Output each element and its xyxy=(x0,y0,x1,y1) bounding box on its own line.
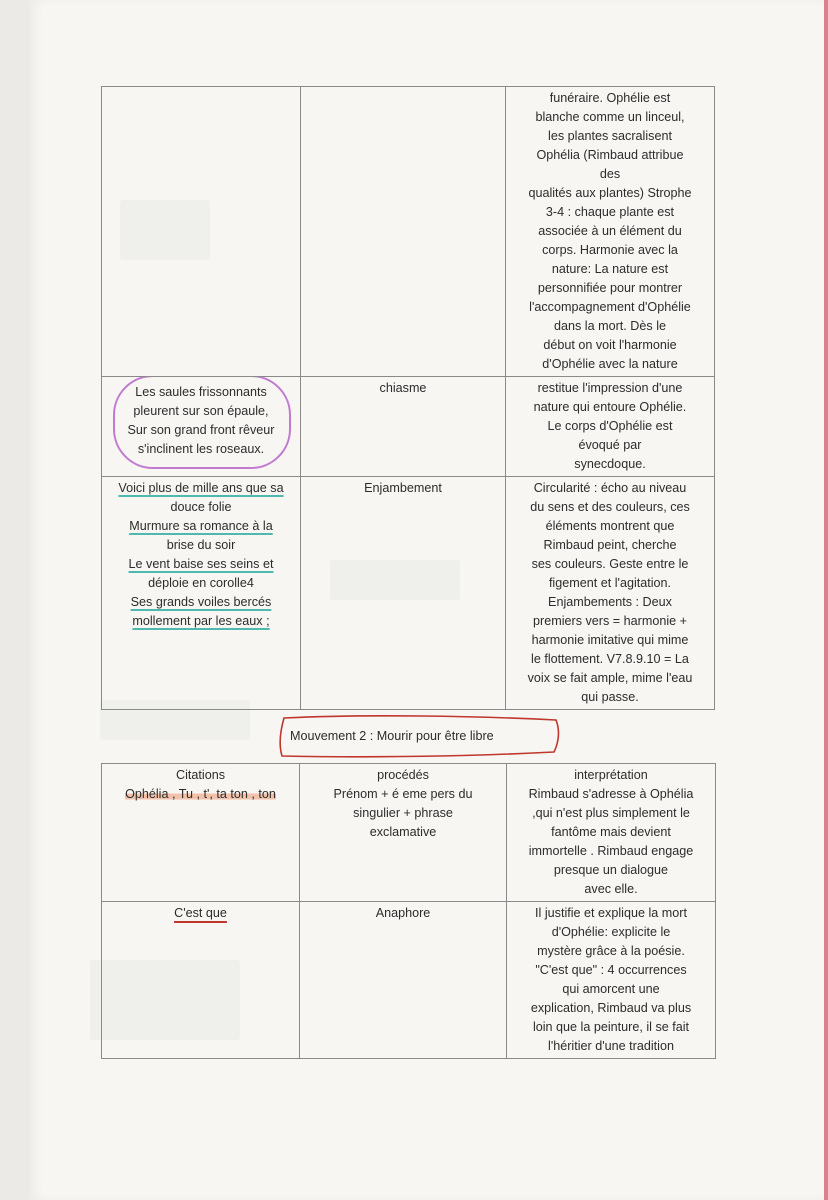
text-line: Sur son grand front rêveur xyxy=(127,423,275,437)
table-row xyxy=(102,902,716,1059)
analysis-table-2 xyxy=(101,763,716,1059)
text-line: funéraire. Ophélie est xyxy=(549,91,671,105)
text-line: restitue l'impression d'une xyxy=(537,381,683,395)
text-line: Murmure sa romance à la xyxy=(129,519,273,533)
citation-cell xyxy=(102,377,301,477)
text-line: évoqué par xyxy=(578,438,642,452)
table-row xyxy=(102,87,715,377)
text-line: Ses grands voiles bercés xyxy=(130,595,272,609)
interpretation-cell xyxy=(507,902,716,1059)
text-line: figement et l'agitation. xyxy=(548,576,672,590)
text-line: presque un dialogue xyxy=(553,863,669,877)
text-line: singulier + phrase xyxy=(353,806,453,820)
text-line: s'inclinent les roseaux. xyxy=(137,442,265,456)
text-line: ses couleurs. Geste entre le xyxy=(531,557,689,571)
procede-cell xyxy=(300,902,507,1059)
procede-cell xyxy=(301,87,506,377)
text-line: premiers vers = harmonie + xyxy=(533,614,687,628)
text-line: avec elle. xyxy=(584,882,638,896)
procede-label: chiasme xyxy=(379,381,427,395)
interpretation-cell xyxy=(506,87,715,377)
analysis-table-1 xyxy=(101,86,715,710)
text-line: les plantes sacralisent xyxy=(548,129,672,143)
column-header-procedes: procédés xyxy=(377,768,429,782)
text-line: Prénom + é eme pers du xyxy=(333,787,473,801)
procede-cell xyxy=(300,764,507,902)
text-line: du sens et des couleurs, ces xyxy=(530,500,690,514)
text-line: Rimbaud s'adresse à Ophélia xyxy=(528,787,694,801)
text-line: nature: La nature est xyxy=(551,262,669,276)
procede-cell xyxy=(301,377,506,477)
table-header-row xyxy=(102,764,716,902)
section-heading: Mouvement 2 : Mourir pour être libre xyxy=(290,729,494,743)
text-line: l'héritier d'une tradition xyxy=(548,1039,674,1053)
text-line: éléments montrent que xyxy=(545,519,675,533)
citation-cell xyxy=(102,764,300,902)
text-line: associée à un élément du xyxy=(538,224,682,238)
interpretation-cell xyxy=(507,764,716,902)
text-line: le flottement. V7.8.9.10 = La xyxy=(531,652,689,666)
text-line: fantôme mais devient xyxy=(551,825,671,839)
text-line: des xyxy=(599,167,621,181)
text-line: d'Ophélie: explicite le xyxy=(551,925,671,939)
text-line: Voici plus de mille ans que sa xyxy=(118,481,284,495)
citation-cell xyxy=(102,902,300,1059)
text-line: mollement par les eaux ; xyxy=(132,614,270,628)
text-line: immortelle . Rimbaud engage xyxy=(528,844,694,858)
text-line: 3-4 : chaque plante est xyxy=(545,205,675,219)
text-line: qualités aux plantes) Strophe xyxy=(528,186,692,200)
highlighted-citation: Ophélia , Tu , t', ta ton , ton xyxy=(125,787,276,801)
text-line: Rimbaud peint, cherche xyxy=(543,538,677,552)
citation-cell xyxy=(102,477,301,710)
text-line: déploie en corolle4 xyxy=(148,576,254,590)
text-line: d'Ophélie avec la nature xyxy=(542,357,678,371)
text-line: douce folie xyxy=(170,500,232,514)
text-line: personnifiée pour montrer xyxy=(537,281,683,295)
text-line: qui passe. xyxy=(581,690,639,704)
paper-edge xyxy=(824,0,828,1200)
text-line: Le vent baise ses seins et xyxy=(128,557,274,571)
text-line: Ophélia (Rimbaud attribue xyxy=(536,148,684,162)
table-row xyxy=(102,477,715,710)
citation-cell xyxy=(102,87,301,377)
text-line: voix se fait ample, mime l'eau xyxy=(527,671,693,685)
text-line: début on voit l'harmonie xyxy=(543,338,677,352)
text-line: mystère grâce à la poésie. xyxy=(537,944,685,958)
text-line: nature qui entoure Ophélie. xyxy=(533,400,687,414)
interpretation-cell xyxy=(506,477,715,710)
text-line: exclamative xyxy=(369,825,437,839)
table-row xyxy=(102,377,715,477)
text-line: harmonie imitative qui mime xyxy=(531,633,689,647)
text-line: Il justifie et explique la mort xyxy=(535,906,687,920)
text-line: blanche comme un linceul, xyxy=(535,110,685,124)
text-line: synecdoque. xyxy=(574,457,646,471)
text-line: corps. Harmonie avec la xyxy=(542,243,678,257)
text-line: l'accompagnement d'Ophélie xyxy=(529,300,691,314)
interpretation-cell xyxy=(506,377,715,477)
column-header-citations: Citations xyxy=(176,768,225,782)
text-line: qui amorcent une xyxy=(562,982,660,996)
text-line: loin que la peinture, il se fait xyxy=(532,1020,690,1034)
column-header-interpretation: interprétation xyxy=(574,768,648,782)
procede-cell xyxy=(301,477,506,710)
text-line: ,qui n'est plus simplement le xyxy=(532,806,690,820)
text-line: Le corps d'Ophélie est xyxy=(547,419,673,433)
procede-label: Anaphore xyxy=(375,906,431,920)
text-line: pleurent sur son épaule, xyxy=(133,404,269,418)
text-line: Circularité : écho au niveau xyxy=(533,481,687,495)
text-line: "C'est que" : 4 occurrences xyxy=(535,963,687,977)
text-line: brise du soir xyxy=(166,538,236,552)
circled-quote xyxy=(113,377,290,470)
procede-label: Enjambement xyxy=(364,481,442,495)
underlined-citation: C'est que xyxy=(174,906,227,920)
text-line: Les saules frissonnants xyxy=(135,385,267,399)
text-line: explication, Rimbaud va plus xyxy=(530,1001,692,1015)
text-line: dans la mort. Dès le xyxy=(554,319,666,333)
text-line: Enjambements : Deux xyxy=(548,595,672,609)
